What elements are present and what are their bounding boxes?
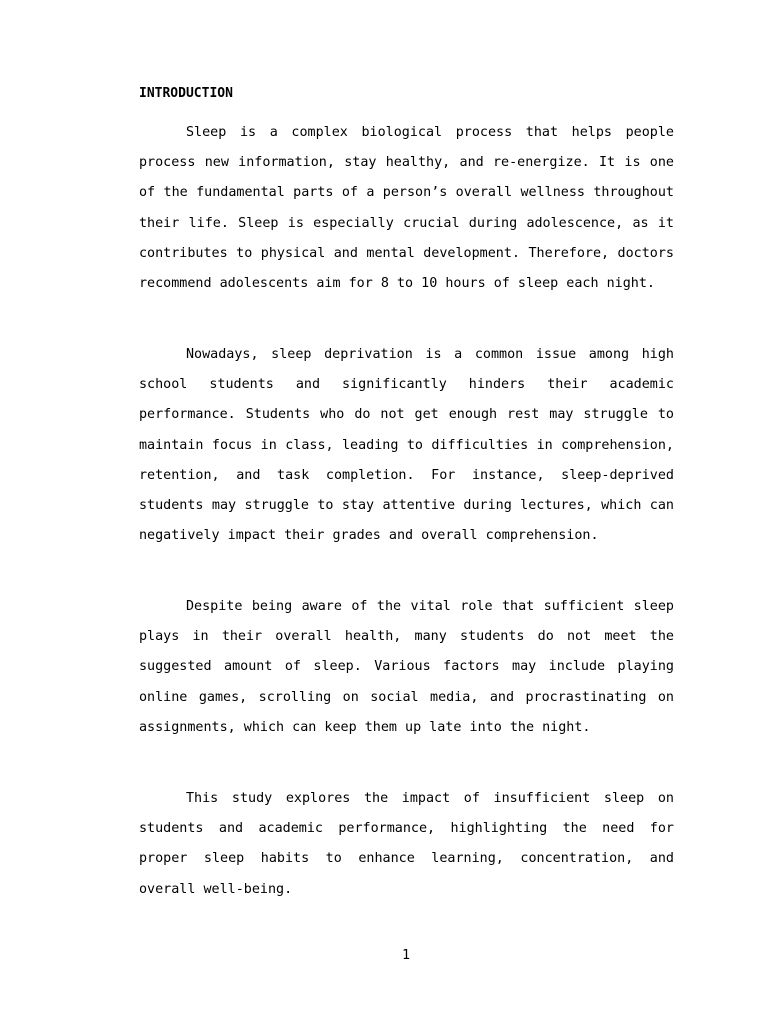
page-number: 1 bbox=[401, 948, 411, 963]
paragraph-sleep-definition: Sleep is a complex biological process that helps people process new information, stay healthy, and re-energize. It is one of the fundamental parts of a person’s overall wellness throughout their life. Sleep is especially crucial during adolescence, as it contributes to physical and mental development. Therefore, doctors recommend adolescents aim for 8 to 10 hours of sleep each night. bbox=[139, 125, 674, 292]
section-heading: INTRODUCTION bbox=[139, 86, 233, 101]
paragraph-study-purpose: This study explores the impact of insufficient sleep on students and academic performance, highlighting the need for proper sleep habits to enhance learning, concentration, and overall well-being. bbox=[139, 791, 674, 897]
paragraph-sleep-deprivation: Nowadays, sleep deprivation is a common issue among high school students and significantly hinders their academic performance. Students who do not get enough rest may struggle to maintain focus in class, leading to difficulties in comprehension, retention, and task completion. For instance, sleep-deprived students may struggle to stay attentive during lectures, which can negatively impact their grades and overall comprehension. bbox=[139, 347, 674, 544]
paragraph-contributing-factors: Despite being aware of the vital role that sufficient sleep plays in their overall health, many students do not meet the suggested amount of sleep. Various factors may include playing online games, scrolling on social media, and procrastinating on assignments, which can keep them up late into the night. bbox=[139, 599, 674, 735]
